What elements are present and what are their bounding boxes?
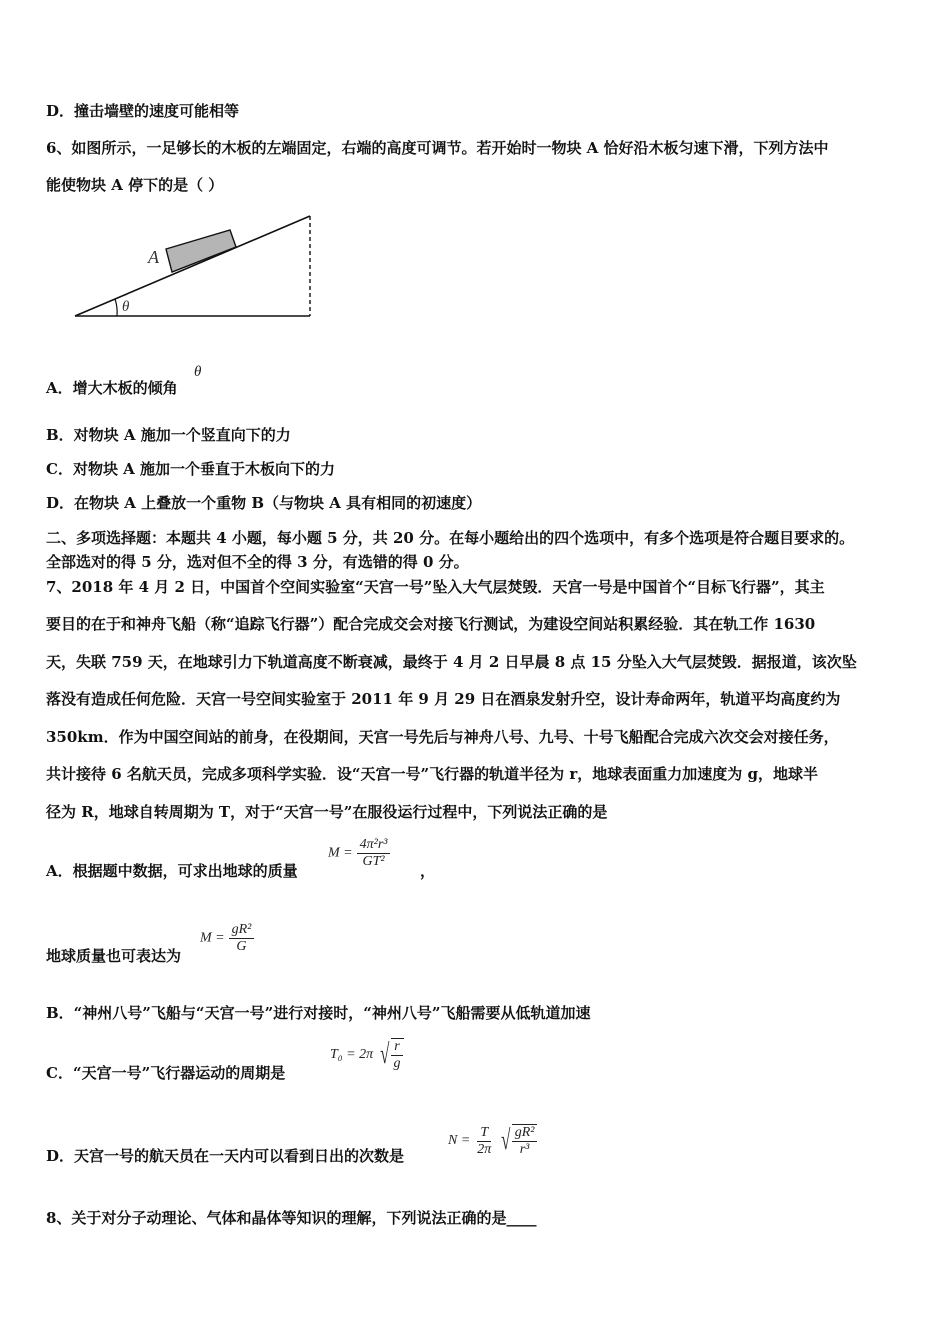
period-formula-lhs: T₀ = 2π xyxy=(330,1047,374,1062)
q6-option-b: B．对物块 A 施加一个竖直向下的力 xyxy=(46,426,291,444)
q6-stem-line2: 能使物块 A 停下的是（ ） xyxy=(46,176,224,194)
mass-formula-2-den: G xyxy=(236,939,247,954)
q6-option-d: D．在物块 A 上叠放一个重物 B（与物块 A 具有相同的初速度） xyxy=(46,494,482,512)
section2-line2: 全部选对的得 5 分，选对但不全的得 3 分，有选错的得 0 分。 xyxy=(46,553,469,571)
q6-stem-line1: 6、如图所示，一足够长的木板的左端固定，右端的高度可调节。若开始时一物块 A 恰好沿木板匀速下滑，下列方法中 xyxy=(46,139,829,157)
q7-option-b: B．“神州八号”飞船与“天宫一号”进行对接时，“神州八号”飞船需要从低轨道加速 xyxy=(46,1004,591,1022)
sunrise-formula: N = $\frac{T}{2\pi}$ √ $\frac{\text{gR²}}{\text{r³}}$ xyxy=(448,1124,537,1158)
q7-stem-line4: 落没有造成任何危险．天宫一号空间实验室于 2011 年 9 月 29 日在酒泉发射升空，设计寿命两年，轨道平均高度约为 xyxy=(46,690,841,708)
q7-option-a: A．根据题中数据，可求出地球的质量 xyxy=(46,862,298,880)
sunrise-formula-sqrt-den: r³ xyxy=(519,1142,530,1157)
angle-arc xyxy=(115,299,117,316)
q7-stem-line2: 要目的在于和神舟飞船（称“追踪飞行器”）配合完成交会对接飞行测试，为建设空间站积累经验．其在轨工作 1630 xyxy=(46,615,816,633)
q7-stem-line7: 径为 R，地球自转周期为 T，对于“天宫一号”在服役运行过程中，下列说法正确的是 xyxy=(46,803,608,821)
mass-formula xyxy=(328,837,390,870)
mass-formula-num: 4π²r³ xyxy=(357,837,391,854)
block-a xyxy=(166,230,236,272)
q6-option-c: C．对物块 A 施加一个垂直于木板向下的力 xyxy=(46,460,336,478)
period-formula-num: r xyxy=(391,1039,402,1056)
sunrise-formula-sqrt-num: gR² xyxy=(512,1125,538,1142)
mass-formula-2 xyxy=(200,922,254,955)
mass-formula-2-lhs: M = xyxy=(200,930,225,946)
sunrise-formula-frac-den: 2π xyxy=(477,1141,492,1157)
mass-formula-den: GT² xyxy=(362,854,385,869)
q8-stem: 8、关于对分子动理论、气体和晶体等知识的理解，下列说法正确的是____ xyxy=(46,1209,537,1227)
q7-stem-line5: 350km．作为中国空间站的前身，在役期间，天宫一号先后与神舟八号、九号、十号飞船配合完成六次交会对接任务， xyxy=(46,728,839,746)
sunrise-formula-frac-num: T xyxy=(477,1125,491,1142)
q7-stem-line6: 共计接待 6 名航天员，完成多项科学实验．设“天宫一号”飞行器的轨道半径为 r，地球表面重力加速度为 g，地球半 xyxy=(46,765,818,783)
q6-option-a: A．增大木板的倾角 xyxy=(46,379,178,397)
mass-formula-2-num: gR² xyxy=(229,922,255,939)
mass-formula-lhs: M = xyxy=(328,845,353,861)
q7-option-a-line2: 地球质量也可表达为 xyxy=(46,947,182,965)
q7-option-c: C．“天宫一号”飞行器运动的周期是 xyxy=(46,1064,286,1082)
period-formula-den: g xyxy=(393,1056,401,1071)
block-label: A xyxy=(148,247,159,267)
q7-stem-line1: 7、2018 年 4 月 2 日，中国首个空间实验室“天宫一号”坠入大气层焚毁．天宫一号是中国首个“目标飞行器”，其主 xyxy=(46,578,825,596)
section2-line1: 二、多项选择题：本题共 4 小题，每小题 5 分，共 20 分。在每小题给出的四个选项中，有多个选项是符合题目要求的。 xyxy=(46,529,855,547)
comma: ， xyxy=(420,862,436,880)
prev-option-d: D．撞击墙壁的速度可能相等 xyxy=(46,102,240,120)
incline-figure xyxy=(70,208,320,323)
q7-option-d: D．天宫一号的航天员在一天内可以看到日出的次数是 xyxy=(46,1147,405,1165)
theta-symbol: θ xyxy=(194,364,202,380)
sunrise-formula-lhs: N = xyxy=(448,1133,471,1148)
incline-board-line xyxy=(75,216,310,316)
q7-stem-line3: 天，失联 759 天，在地球引力下轨道高度不断衰减，最终于 4 月 2 日早晨 8 点 15 分坠入大气层焚毁．据报道，该次坠 xyxy=(46,653,857,671)
angle-label: θ xyxy=(122,299,130,315)
period-formula: T₀ = 2π √ $\frac{r}{g}$ xyxy=(330,1038,404,1072)
